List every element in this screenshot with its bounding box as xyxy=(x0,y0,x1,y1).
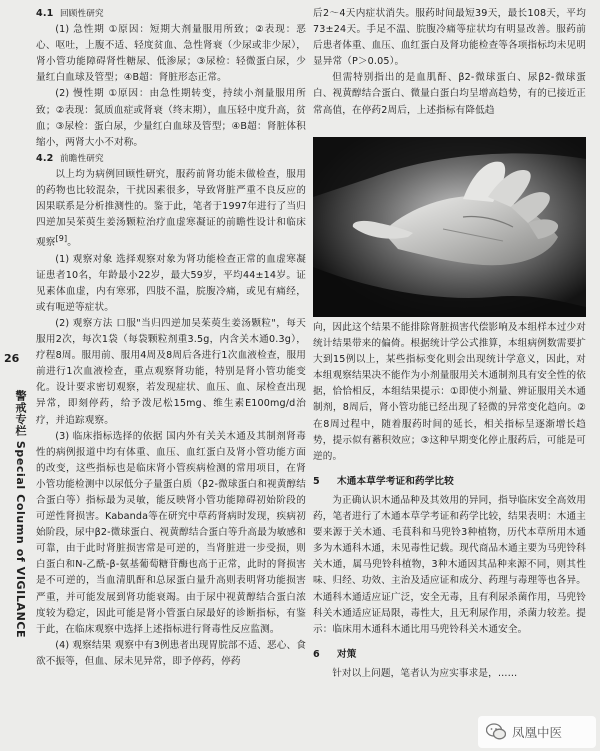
paragraph-methods: (2) 观察方法 口服"当归四逆加吴茱萸生姜汤颗粒"，每天服用2次，每次1袋（每袋颗粒剂重3.5g，内含关木通0.3g），疗程8周。服用前、服用4周及8周后各进行1次血液检查，服用前进行1次血液检查，重点观察肾功能，特别是肾小管功能变化。设计要求密切观察，若发现症状、血压、血、尿检查出现异常，即刻停药，给予泼尼松15mg、维生素E100mg/d治疗，并追踪观察。 xyxy=(36,317,306,426)
section-number: 4.2 xyxy=(36,152,54,164)
wechat-watermark xyxy=(478,716,596,748)
section-title: 木通本草学考证和药学比较 xyxy=(337,475,454,487)
paragraph-herbal-study: 为正确认识木通品种及其效用的异同，指导临床安全高效用药，笔者进行了木通本草学考证和药学比较，结果表明：木通主要来源于关木通、毛茛科和马兜铃3种植物，历代本草所用木通多为木通科木通，未见毒性记载。现代商品木通主要为马兜铃科关木通，属马兜铃科植物，3种木通因其品种来源不同，则其性味、归经、功效、主治及适应证和成分、药理与毒理等也各异。木通科木通适应证广泛，安全无毒，且有利尿杀菌作用，马兜铃科关木通适应证局限，毒性大，且无利尿作用，杀菌力较差。提示：临床用木通科木通比用马兜铃科关木通安全。 xyxy=(313,494,586,635)
section-number: 5 xyxy=(313,475,320,487)
paragraph-subjects: (1) 观察对象 选择观察对象为肾功能检查正常的血虚寒凝证患者10名，年龄最小22岁，最大59岁，平均44±14岁。证见素体血虚，内有寒邪，四肢不温，脘腹冷痛，或见有痛经，或有呃逆等症状。 xyxy=(36,253,306,313)
section-5-heading xyxy=(313,474,586,490)
section-title: 前瞻性研究 xyxy=(60,153,104,164)
watermark-text: 凤凰中医 xyxy=(512,725,563,740)
hand-illustration xyxy=(313,137,586,317)
right-column-bottom xyxy=(313,320,586,682)
section-6-heading xyxy=(313,647,586,663)
chat-bubble-icon xyxy=(486,723,506,741)
paragraph-prospective-intro xyxy=(36,167,306,252)
section-title: 回顾性研究 xyxy=(60,9,104,19)
section-title: 对策 xyxy=(337,648,357,660)
paragraph-end: 。 xyxy=(67,237,78,249)
paragraph-countermeasures: 针对以上问题，笔者认为应实事求是，…… xyxy=(332,667,518,679)
paragraph-results-cont: 后2～4天内症状消失。服药时间最短39天，最长108天，平均73±24天。手足不温、脘腹冷痛等症状均有明显改善。服药前后患者体重、血压、血红蛋白及肾功能检查等各项指标均未见明显异常（P＞0.05）。 xyxy=(313,8,586,68)
section-4-1-heading xyxy=(36,6,306,22)
paragraph-special-note: 但需特别指出的是血肌酐、β2-微球蛋白、尿β2-微球蛋白、视黄醇结合蛋白、微量白蛋白均呈增高趋势，有的已接近正常高值，在停药2周后，上述指标有降低趋 xyxy=(313,72,586,116)
paragraph-chronic-phase: (2) 慢性期 ①原因：由急性期转变，持续小剂量服用所致；②表现：氮质血症或肾衰（终末期），血压轻中度升高，贫血；③尿检：蛋白尿，少量红白血球及管型；④B超：肾脏体积缩小，两肾大小不对称。 xyxy=(36,88,306,148)
section-number: 4.1 xyxy=(36,8,54,19)
hand-photo xyxy=(313,137,586,317)
section-number: 6 xyxy=(313,648,320,660)
paragraph-indicators: (3) 临床指标选择的依据 国内外有关关木通及其制剂肾毒性的病例报道中均有体重、血压、血红蛋白及肾小管功能方面的改变，这些指标也是临床肾小管疾病检测的常用项目，在肾小管功能检测中以尿低分子量蛋白质（β2-微球蛋白和视黄醇结合蛋白等）指标最为灵敏，能反映肾小管功能障碍初始阶段的可逆性肾损害。Kabanda等在研究中草药肾病时发现，疾病初始阶段，尿中β2-微球蛋白、视黄醇结合蛋白等升高最为敏感和可靠，由于此时肾脏损害常是可逆的，当肾脏进一步受损，则白蛋白和N-乙酰-β-氨基葡萄糖苷酶也高于正常，此时的肾损害是不可逆的，当血清肌酐和总尿蛋白量升高则表明肾功能损害严重，并可能发展到肾功能衰竭。由于尿中视黄醇结合蛋白浓度较为稳定，因此可能是肾小管蛋白尿最好的诊断指标，有鉴于此，在临床观察中选择上述指标进行肾毒性反应监测。 xyxy=(36,430,306,635)
citation-ref: [9] xyxy=(55,234,68,244)
paragraph-text: 以上均为病例回顾性研究，服药前肾功能未做检查，服用的药物也比较混杂，干扰因素很多，导致肾脏严重不良反应的因果联系是分析推测性的。鉴于此，笔者于1997年进行了当归四逆加吴茱萸生姜汤颗粒治疗血虚寒凝证的前瞻性设计和临床观察 xyxy=(36,168,306,249)
column-label: 警戒专栏 Special Column of VIGILANCE xyxy=(14,390,27,639)
section-4-2-heading xyxy=(36,151,306,167)
paragraph-results: (4) 观察结果 观察中有3例患者出现胃脘部不适、恶心、食欲不振等，但血、尿未见异常，即予停药，停药 xyxy=(36,639,306,667)
left-column xyxy=(36,6,306,670)
paragraph-analysis: 向，因此这个结果不能排除肾脏损害代偿影响及本组样本过少对统计结果带来的偏倚。根据统计学公式推算，本组病例数需要扩大到15例以上，某些指标变化则会出现统计学意义，因此，对本组观察结果决不能作为小剂量服用关木通制剂具有安全性的依据，恰恰相反，本组结果提示：①即使小剂量、辨证服用关木通制剂，8周后，肾小管功能已经出现了轻微的异常变化趋向。②在8周过程中，随着服药时间的延长，相关指标呈逐渐增长趋势，提示似有蓄积效应；③这种早期变化停止服药后，可能是可逆的。 xyxy=(313,322,586,462)
page-number: 26 xyxy=(4,352,20,365)
paragraph-acute-phase: (1) 急性期 ①原因：短期大剂量服用所致；②表现：恶心、呕吐，上腹不适、轻度贫血、急性肾衰（少尿或非少尿），肾小管功能障碍肾性糖尿、低渗尿；③尿检：轻微蛋白尿，少量红白血球及管型；④B超：肾脏形态正常。 xyxy=(36,24,306,84)
right-column-top xyxy=(313,6,586,119)
